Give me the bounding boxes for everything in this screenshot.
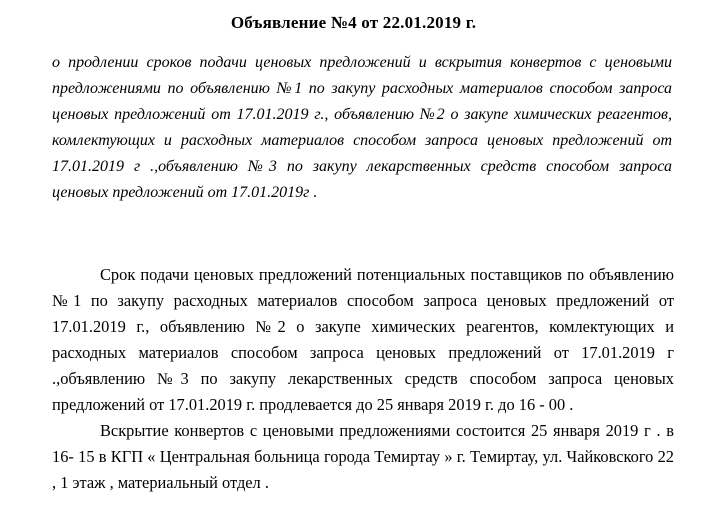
- document-title: Объявление №4 от 22.01.2019 г.: [230, 13, 477, 32]
- document-body: [52, 262, 674, 496]
- paragraph-deadline-extension: Срок подачи ценовых предложений потенциальных поставщиков по объявлению №1 по закупу расходных материалов способом запроса ценовых предложений от 17.01.2019 г., объявлению №2 о закупе химических реагентов, комлектующих и расходных материалов способом запроса ценовых предложений от 17.01.2019 г .,объявлению №3 по закупу лекарственных средств способом запроса ценовых предложений от 17.01.2019 г. продлевается до 25 января 2019 г. до 16 - 00 .: [52, 265, 674, 414]
- document-subject: о продлении сроков подачи ценовых предложений и вскрытия конвертов с ценовыми предложениями по объявлению №1 по закупу расходных материалов способом запроса ценовых предложений от 17.01.2019 г., объявлению №2 о закупе химических реагентов, комлектующих и расходных материалов способом запроса ценовых предложений от 17.01.2019 г .,объявлению №3 по закупу лекарственных средств способом запроса ценовых предложений от 17.01.2019г .: [52, 54, 672, 201]
- paragraph-envelope-opening: Вскрытие конвертов с ценовыми предложениями состоится 25 января 2019 г . в 16- 15 в КГП « Центральная больница города Темиртау » г. Темиртау, ул. Чайковского 22 , 1 этаж , материальный отдел .: [52, 421, 674, 492]
